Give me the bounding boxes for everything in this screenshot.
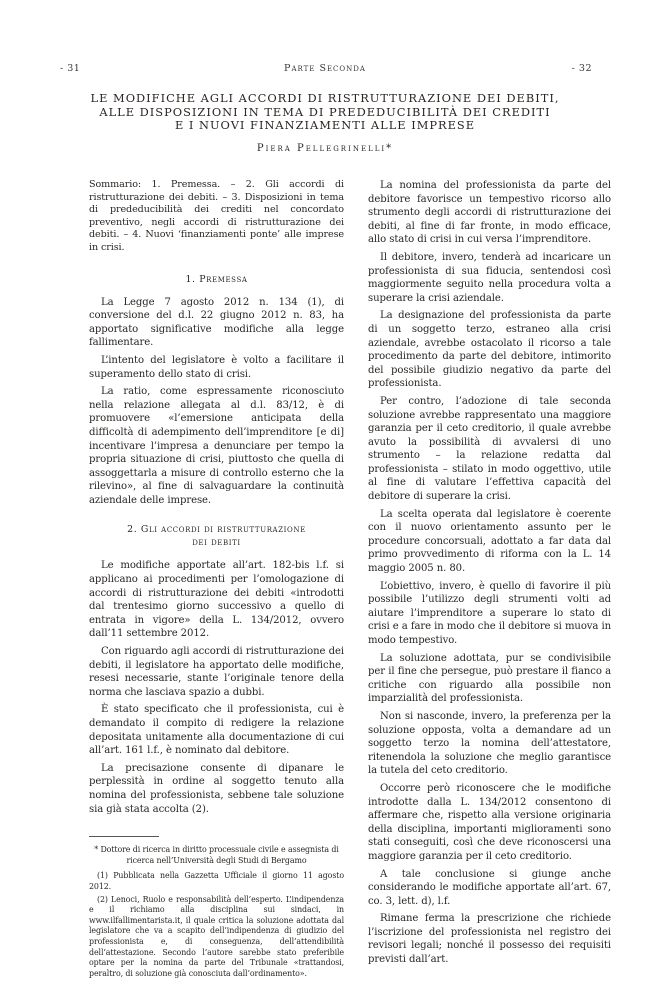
page-number-left: - 31 <box>60 63 81 74</box>
paragraph: La ratio, come espressamente riconosciuto nella relazione allegata al d.l. 83/12, è di promuovere «l’emersione anticipata della difficoltà di adempimento dell’imprenditore [e di] incentivare l’impresa a denunciare per tempo la propria situazione di crisi, piuttosto che quella di assoggettarla a misure di controllo esterno che la rilevino», al fine di salvaguardare la continuità aziendale delle imprese. <box>89 386 344 506</box>
paragraph: La nomina del professionista da parte del debitore favorisce un tempestivo ricorso allo strumento degli accordi di ristrutturazione dei debiti, al fine di far fronte, in modo efficace, allo stato di crisi in cui versa l’imprenditore. <box>368 180 611 246</box>
paragraph: A tale conclusione si giunge anche considerando le modifiche apportate all’art. 67, co. 3, lett. d), l.f. <box>368 868 611 907</box>
section-heading-2-line-1: 2. Gli accordi di ristrutturazione <box>127 524 306 536</box>
footnote-separator <box>89 836 159 837</box>
summary: Sommario: 1. Premessa. – 2. Gli accordi di ristrutturazione dei debiti. – 3. Disposizioni in tema di prededucibilità dei crediti nel concordato preventivo, negli accordi di ristrutturazione dei debiti. – 4. Nuovi ‘finanziamenti ponte’ alle imprese in crisi. <box>89 179 344 253</box>
paragraph: L’intento del legislatore è volto a facilitare il superamento dello stato di crisi. <box>89 354 344 380</box>
paragraph: Occorre però riconoscere che le modifiche introdotte dalla L. 134/2012 consentono di affermare che, rispetto alla versione originaria della disciplina, importanti miglioramenti sono stati conseguiti, così che deve riconoscersi una maggiore garanzia per il ceto creditorio. <box>368 782 611 862</box>
page-number-right: - 32 <box>571 63 592 74</box>
article-title <box>70 92 580 133</box>
paragraph: La soluzione adottata, pur se condivisibile per il fine che persegue, può prestare il fianco a critiche con riguardo alla possibile non imparzialità del professionista. <box>368 652 611 705</box>
paragraph: Rimane ferma la prescrizione che richiede l’iscrizione del professionista nel registro dei revisori legali; nonché il possesso dei requisiti previsti dall’art. <box>368 913 611 966</box>
section-heading-2 <box>89 523 344 549</box>
paragraph: Con riguardo agli accordi di ristrutturazione dei debiti, il legislatore ha apportato delle modifiche, resesi necessarie, stante l’originale tenore della norma che lasciava spazio a dubbi. <box>89 646 344 698</box>
left-column <box>89 179 344 981</box>
paragraph: La Legge 7 agosto 2012 n. 134 (1), di conversione del d.l. 22 giugno 2012 n. 83, ha apportato significative modifiche alla legge fallimentare. <box>89 296 344 349</box>
right-column <box>368 179 611 971</box>
paragraph: La precisazione consente di dipanare le perplessità in ordine al soggetto tenuto alla nomina del professionista, sebbene tale soluzione sia già stata accolta (2). <box>89 762 344 815</box>
footnote-2: (2) Lenoci, Ruolo e responsabilità dell’esperto. L’indipendenza e il richiamo alla disciplina sui sindaci, in www.ilfallimentarista.it, il quale critica la soluzione adottata dal legislatore che va a scapito dell’indipendenza di giudizio del professionista e, di conseguenza, dell’attendibilità dell’attestazione. Secondo l’autore sarebbe stato preferibile optare per la nomina da parte del Tribunale «trattandosi, peraltro, di soluzione già conosciuta dall’ordinamento». <box>89 894 344 978</box>
paragraph: La designazione del professionista da parte di un soggetto terzo, estraneo alla crisi aziendale, avrebbe ostacolato il ricorso a tale procedimento da parte del debitore, intimorito del possibile giudizio negativo da parte del professionista. <box>368 310 611 390</box>
section-heading-2-line-2: dei debiti <box>192 537 241 549</box>
title-line-3: E I NUOVI FINANZIAMENTI ALLE IMPRESE <box>174 118 476 132</box>
footnote-author-affiliation: * Dottore di ricerca in diritto processuale civile e assegnista di ricerca nell’Università degli Studi di Bergamo <box>94 845 339 865</box>
paragraph: Per contro, l’adozione di tale seconda soluzione avrebbe rappresentato una maggiore garanzia per il ceto creditorio, il quale avrebbe avuto la possibilità di avvalersi di uno strumento – la relazione redatta dal professionista – stilato in modo oggettivo, utile al fine di valutare l’effettiva capacità del debitore di superare la crisi. <box>368 395 611 503</box>
paragraph: Non si nasconde, invero, la preferenza per la soluzione opposta, volta a demandare ad un soggetto terzo la nomina dell’attestatore, ritenendola la soluzione che meglio garantisce la tutela del ceto creditorio. <box>368 710 611 777</box>
footnote-1: (1) Pubblicata nella Gazzetta Ufficiale il giorno 11 agosto 2012. <box>89 871 344 891</box>
title-line-2: ALLE DISPOSIZIONI IN TEMA DI PREDEDUCIBILITÀ DEI CREDITI <box>99 104 551 119</box>
author-name: Piera Pellegrinelli* <box>256 143 394 154</box>
paragraph: L’obiettivo, invero, è quello di favorire il più possibile l’utilizzo degli strumenti volti ad aiutare l’imprenditore a superare lo stato di crisi e a fare in modo che il debitore si muova in modo tempestivo. <box>368 580 611 646</box>
running-header-section: Parte Seconda <box>284 63 366 74</box>
paragraph: Il debitore, invero, tenderà ad incaricare un professionista di sua fiducia, sentendosi così maggiormente seguito nella procedura volta a superare la crisi aziendale. <box>368 251 611 304</box>
footnotes <box>89 845 344 979</box>
title-line-1: LE MODIFICHE AGLI ACCORDI DI RISTRUTTURAZIONE DEI DEBITI, <box>90 91 560 105</box>
paragraph: La scelta operata dal legislatore è coerente con il nuovo orientamento assunto per le procedure concorsuali, adottato a far data dal primo provvedimento di riforma con la L. 14 maggio 2005 n. 80. <box>368 508 611 575</box>
paragraph: È stato specificato che il professionista, cui è demandato il compito di redigere la relazione depositata unitamente alla documentazione di cui all’art. 161 l.f., è nominato dal debitore. <box>89 704 344 757</box>
section-heading-1: 1. Premessa <box>185 273 248 285</box>
paragraph: Le modifiche apportate all’art. 182-bis l.f. si applicano ai procedimenti per l’omologazione di accordi di ristrutturazione dei debiti «introdotti dal trentesimo giorno successivo a quello di entrata in vigore» della L. 134/2012, ovvero dall’11 settembre 2012. <box>89 560 344 640</box>
